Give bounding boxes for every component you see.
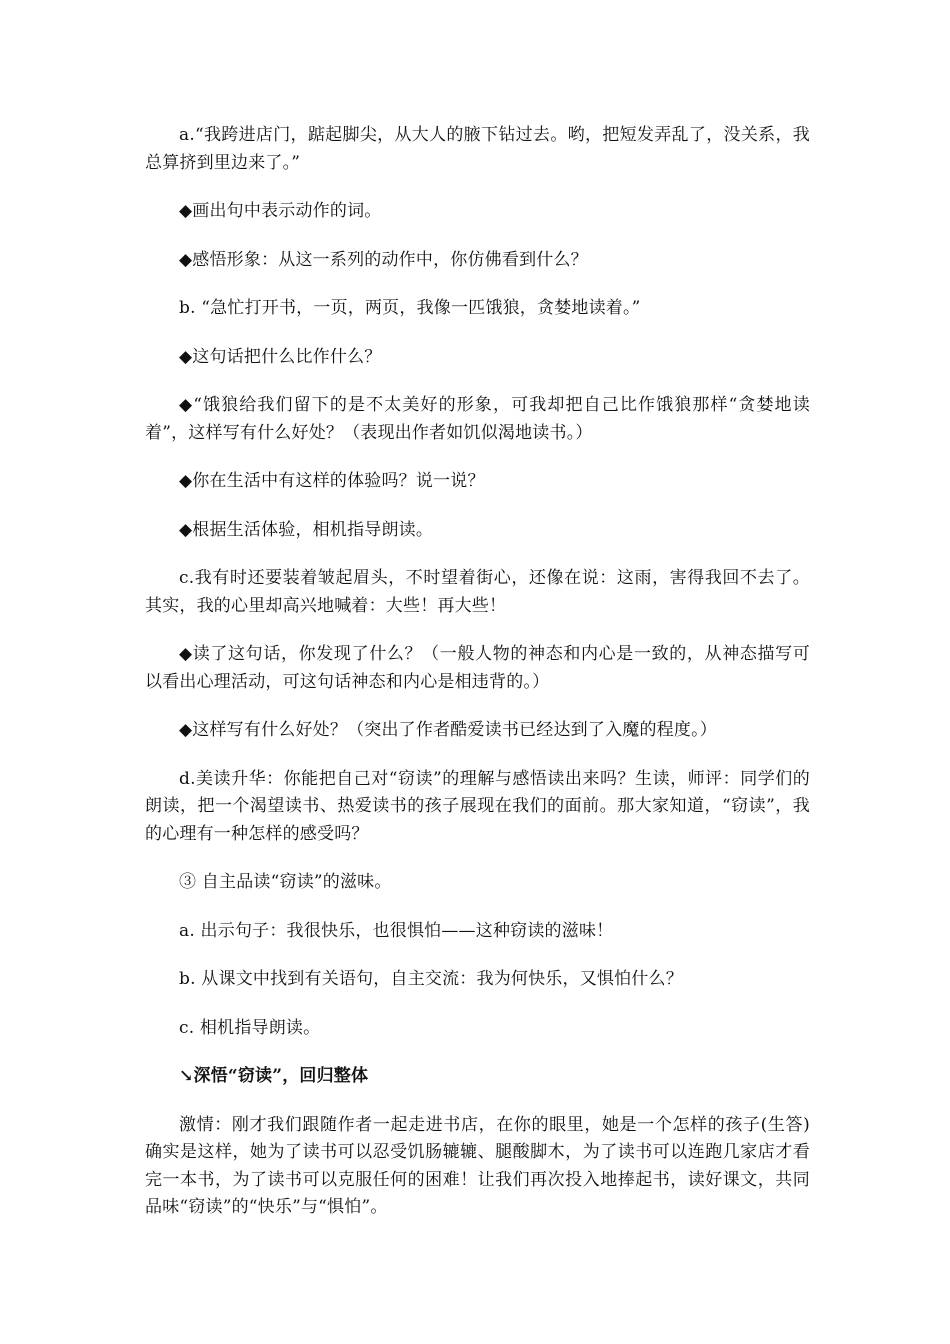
paragraph-task-guided-reading: ◆根据生活体验，相机指导朗读。 [179,519,434,540]
paragraph-sentence-d: d.美读升华：你能把自己对“窃读”的理解与感悟读出来吗？生读，师评：同学们的朗读，把一个渴望读书、热爱读书的孩子展现在我们的面前。那大家知道，“窃读”，我的心理有一种怎样的感受吗？ [145,768,810,844]
paragraph-sentence-b: b. “急忙打开书，一页，两页，我像一匹饿狼，贪婪地读着。” [179,298,641,318]
paragraph-task-benefit: ◆这样写有什么好处？（突出了作者酷爱读书已经达到了入魔的程度。） [179,720,717,740]
paragraph-task-metaphor: ◆这句话把什么比作什么？ [179,346,382,367]
paragraph-task-mark-verbs: ◆画出句中表示动作的词。 [179,201,382,221]
paragraph-section-3: ③ 自主品读“窃读”的滋味。 [179,872,392,892]
document-page [145,122,810,1243]
paragraph-step-b: b. 从课文中找到有关语句，自主交流：我为何快乐，又惧怕什么？ [179,969,683,989]
paragraph-task-perceive-image: ◆感悟形象：从这一系列的动作中，你仿佛看到什么？ [179,249,588,270]
paragraph-closing: 激情：刚才我们跟随作者一起走进书店，在你的眼里，她是一个怎样的孩子(生答)确实是这样，她为了读书可以忍受饥肠辘辘、腿酸脚木，为了读书可以连跑几家店才看完一本书，为了读书可以克服任何的困难！让我们再次投入地捧起书，读好课文，共同品味“窃读”的“快乐”与“惧怕”。 [145,1114,810,1217]
paragraph-task-experience: ◆你在生活中有这样的体验吗？说一说？ [179,471,485,491]
paragraph-sentence-a: a.“我跨进店门，踮起脚尖，从大人的腋下钻过去。哟，把短发弄乱了，没关系，我总算挤到里边来了。” [145,125,810,173]
paragraph-step-a: a. 出示句子：我很快乐，也很惧怕——这种窃读的滋味！ [179,920,614,941]
paragraph-step-c: c. 相机指导朗读。 [179,1017,321,1038]
section-heading: ↘深悟“窃读”，回归整体 [179,1066,369,1086]
paragraph-task-discovery: ◆读了这句话，你发现了什么？（一般人物的神态和内心是一致的，从神态描写可以看出心理活动，可这句话神态和内心是相违背的。） [145,644,810,692]
paragraph-task-hungry-wolf: ◆“饿狼给我们留下的是不太美好的形象，可我却把自己比作饿狼那样“贪婪地读着”，这样写有什么好处？（表现出作者如饥似渴地读书。） [145,395,810,443]
paragraph-sentence-c: c.我有时还要装着皱起眉头，不时望着街心，还像在说：这雨，害得我回不去了。其实，我的心里却高兴地喊着：大些！再大些！ [145,568,810,616]
